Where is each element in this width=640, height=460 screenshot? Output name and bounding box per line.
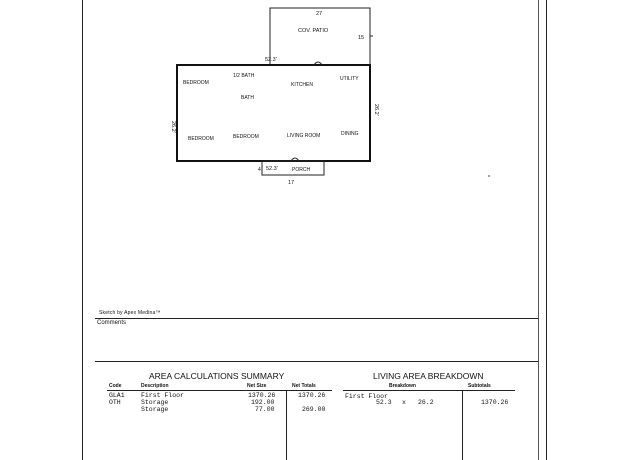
summary-row-code: OTH [109,399,121,406]
sketch-credit: Sketch by Apex Medina™ [99,310,161,316]
dim-patio-width: 27 [316,11,323,17]
room-label-bedroom-1: BEDROOM [183,80,209,86]
summary-row-description: First Floor [141,392,184,399]
summary-col-description: Description [141,383,169,389]
summary-row-description: Storage [141,406,169,413]
room-label-porch: PORCH [292,167,311,173]
room-label-half-bath: 1/2 BATH [233,73,255,79]
dim-house-top: 52.3' [265,57,277,63]
room-label-kitchen: KITCHEN [291,82,313,88]
comments-top-rule [95,318,538,319]
dim-house-right: 26.2' [373,104,379,116]
summary-row-net-size: 192.00 [251,399,275,406]
breakdown-title: LIVING AREA BREAKDOWN [373,371,484,381]
summary-col-net-totals: Net Totals [292,383,316,389]
breakdown-subtotal: 1370.26 [481,399,509,406]
summary-title: AREA CALCULATIONS SUMMARY [149,371,285,381]
room-label-bedroom-3: BEDROOM [233,134,259,140]
breakdown-section-label: First Floor [345,393,388,400]
dim-house-left: 26.2' [170,121,176,133]
summary-row-description: Storage [141,399,169,406]
summary-row-net-size: 77.00 [255,406,275,413]
breakdown-col-subtotals: Subtotals [468,383,491,389]
floor-plan-sketch [0,0,640,200]
breakdown-col-breakdown: Breakdown [389,383,416,389]
summary-row-net-totals: 1370.26 [298,392,326,399]
dim-porch-top: 52.3' [266,166,278,172]
breakdown-header-rule [343,390,515,391]
dim-porch-left: 4 [258,167,261,173]
summary-row-net-totals: 269.00 [302,406,326,413]
room-label-living-room: LIVING ROOM [287,133,321,139]
summary-header-rule [107,390,332,391]
dim-porch-width: 17 [288,180,295,186]
summary-col-net-size: Net Size [247,383,267,389]
room-label-dining: DINING [341,131,359,137]
dim-patio-depth: 15 [358,35,365,41]
summary-column-divider [286,390,287,460]
summary-row-code: GLA1 [109,392,125,399]
comments-label: Comments [97,320,127,326]
breakdown-value-a: 52.3 [376,399,392,406]
breakdown-operator: x [402,399,406,406]
room-label-bedroom-2: BEDROOM [188,136,214,142]
summary-row-net-size: 1370.26 [248,392,276,399]
breakdown-value-b: 26.2 [418,399,434,406]
room-label-cov-patio: COV. PATIO [298,28,329,34]
summary-top-rule [95,361,538,362]
summary-col-code: Code [109,383,122,389]
room-label-utility: UTILITY [340,76,359,82]
room-label-bath: BATH [241,95,254,101]
breakdown-column-divider [462,390,463,460]
